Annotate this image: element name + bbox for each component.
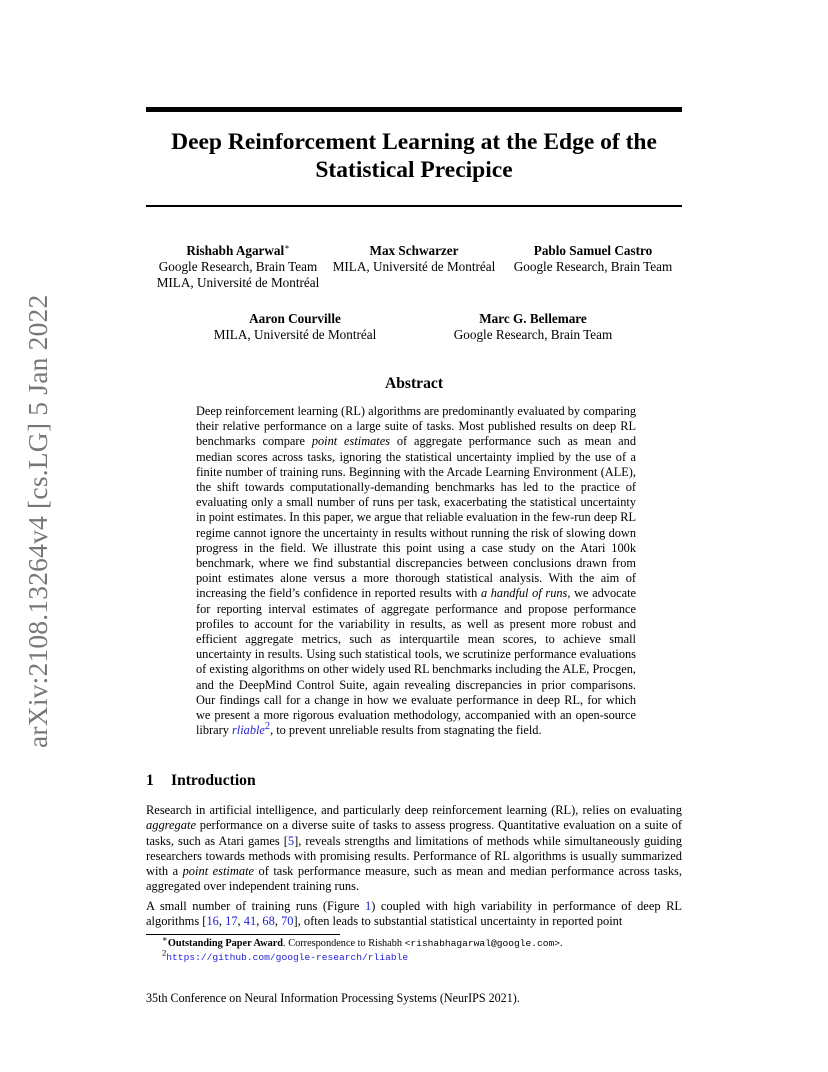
footnote-rule [146,934,340,935]
section-heading [146,772,256,790]
citation-link[interactable]: 5 [287,833,295,848]
github-url-link[interactable]: https://github.com/google-research/rliable [166,952,409,963]
title-bottom-rule [146,205,682,207]
author-affiliation: MILA, Université de Montréal [332,259,496,274]
author-block-schwarzer [330,243,498,275]
title-line-1: Deep Reinforcement Learning at the Edge of the [171,129,657,155]
author-block-courville [205,311,385,343]
footnote-ref[interactable]: 2 [264,721,271,733]
author-block-agarwal [146,243,330,291]
author-affiliation: MILA, Université de Montréal [156,275,320,290]
section-title: Introduction [171,772,256,789]
title-top-rule [146,107,682,112]
author-affiliation: MILA, Université de Montréal [213,327,377,342]
author-name: Pablo Samuel Castro [533,243,653,258]
author-affiliation: Google Research, Brain Team [513,259,673,274]
abstract-heading: Abstract [384,375,444,392]
citation-link[interactable]: 16 [206,914,219,929]
citation-link[interactable]: 17 [225,914,238,929]
venue-note: 35th Conference on Neural Information Processing Systems (NeurIPS 2021). [146,991,520,1005]
author-block-castro [504,243,682,275]
intro-paragraph-2: A small number of training runs (Figure 1) coupled with high variability in performance of deep RL algorithms [16, 17, 41, 68, 70], often leads to substantial statistical uncertainty in reported point [146,899,682,929]
footnote-mark: 2 [162,947,167,958]
author-affiliation: Google Research, Brain Team [453,327,613,342]
footnote-mark: ∗ [162,933,168,944]
author-footnote-mark: ∗ [284,242,290,252]
paper-title [146,128,682,184]
abstract-body: Deep reinforcement learning (RL) algorithms are predominantly evaluated by comparing their relative performance on a large suite of tasks. Most published results on deep RL benchmarks compare point estimates of aggregate performance such as mean and median scores across tasks, ignoring the statistical uncertainty implied by the use of a finite number of training runs. Beginning with the Arcade Learning Environment (ALE), the shift towards computationally-demanding benchmarks has led to the practice of evaluating only a small number of runs per task, exacerbating the statistical uncertainty in point estimates. In this paper, we argue that reliable evaluation in the few-run deep RL regime cannot ignore the uncertainty in results without running the risk of slowing down progress in the field. We illustrate this point using a case study on the Atari 100k benchmark, where we find substantial discrepancies between conclusions drawn from point estimates alone versus a more thorough statistical analysis. With the aim of increasing the field’s confidence in reported results with a handful of runs, we advocate for reporting interval estimates of aggregate performance and propose performance profiles to account for the variability in results, as well as present more robust and efficient aggregate metrics, such as interquartile mean scores, to achieve small uncertainty in results. Using such statistical tools, we scrutinize performance evaluations of existing algorithms on other widely used RL benchmarks including the ALE, Procgen, and the DeepMind Control Suite, again revealing discrepancies in prior comparisons. Our findings call for a change in how we evaluate performance in deep RL, for which we present a more rigorous evaluation methodology, accompanied with an open-source library rliable$^2$, to prevent unreliable results from stagnating the field. [196,404,636,738]
author-affiliation: Google Research, Brain Team [158,259,318,274]
author-block-bellemare [443,311,623,343]
author-name: Aaron Courville [249,311,341,326]
email-address: <rishabhagarwal@google.com> [404,938,561,949]
citation-link[interactable]: 41 [243,914,257,929]
author-name: Marc G. Bellemare [479,311,587,326]
author-name: Rishabh Agarwal∗ [186,242,290,258]
title-line-2: Statistical Precipice [315,157,513,183]
footnote-award: ∗Outstanding Paper Award. Correspondence to Rishabh <rishabhagarwal@google.com>. [162,933,563,949]
author-name: Max Schwarzer [369,243,459,258]
section-number: 1 [146,772,154,789]
arxiv-identifier: arXiv:2108.13264v4 [cs.LG] 5 Jan 2022 [22,294,53,748]
figure-link[interactable]: 1 [364,899,372,913]
citation-link[interactable]: 68 [262,914,275,929]
intro-paragraph-1: Research in artificial intelligence, and particularly deep reinforcement learning (RL), relies on evaluating aggregate performance on a diverse suite of tasks to assess progress. Quantitative evaluation on a suite of tasks, such as Atari games [5], reveals strengths and limitations of methods while simultaneously guiding researchers towards methods with promising results. Performance of RL algorithms is usually summarized with a point estimate of task performance measure, such as mean and median performance across tasks, aggregated over independent training runs. [146,803,683,894]
rliable-link[interactable]: rliable [232,723,265,738]
citation-link[interactable]: 70 [281,914,294,929]
footnote-repo [162,947,409,964]
